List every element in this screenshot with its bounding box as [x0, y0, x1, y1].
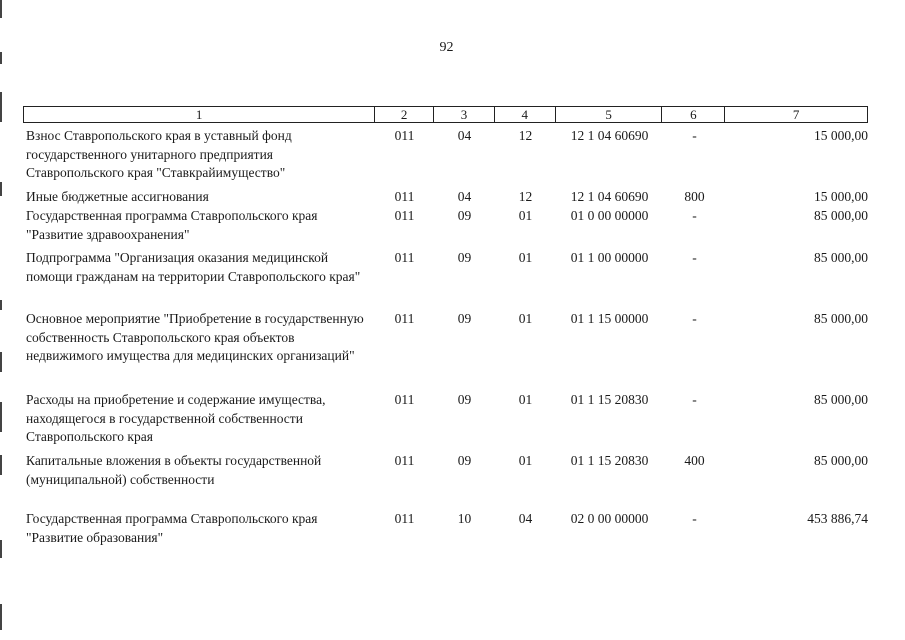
row-name: Расходы на приобретение и содержание имущества, находящегося в государственной собственности Ставропольского края — [26, 392, 326, 444]
table-row — [23, 510, 868, 547]
row-col-4: 12 — [518, 128, 533, 143]
row-name: Подпрограмма "Организация оказания медицинской помощи гражданам на территории Ставропольского края" — [26, 250, 361, 284]
table-row — [23, 310, 868, 366]
row-col-3: 09 — [457, 208, 472, 223]
row-col-7: 453 886,74 — [807, 511, 868, 526]
row-col-7: 85 000,00 — [814, 250, 868, 265]
row-col-5: 01 1 15 20830 — [570, 392, 649, 407]
header-col-6: 6 — [662, 107, 725, 122]
table-row — [23, 391, 868, 447]
row-col-2: 011 — [394, 128, 415, 143]
row-col-7: 85 000,00 — [814, 311, 868, 326]
row-col-3: 10 — [457, 511, 472, 526]
row-col-3: 04 — [457, 189, 472, 204]
row-col-5: 12 1 04 60690 — [570, 128, 649, 143]
row-col-5: 01 1 15 00000 — [570, 311, 649, 326]
scan-margin-marks — [0, 0, 3, 640]
row-col-2: 011 — [394, 392, 415, 407]
table-header — [23, 106, 868, 123]
row-col-4: 01 — [518, 311, 533, 326]
row-col-4: 12 — [518, 189, 533, 204]
row-col-4: 01 — [518, 250, 533, 265]
row-col-4: 04 — [518, 511, 533, 526]
row-col-3: 09 — [457, 250, 472, 265]
row-col-3: 09 — [457, 453, 472, 468]
table-row — [23, 452, 868, 489]
row-col-3: 09 — [457, 392, 472, 407]
row-name: Капитальные вложения в объекты государственной (муниципальной) собственности — [26, 453, 322, 487]
row-col-5: 01 0 00 00000 — [570, 208, 649, 223]
row-col-4: 01 — [518, 453, 533, 468]
table-row — [23, 127, 868, 183]
table-row — [23, 188, 868, 207]
row-col-2: 011 — [394, 511, 415, 526]
header-col-2: 2 — [375, 107, 434, 122]
row-col-6: - — [692, 128, 697, 143]
row-col-7: 15 000,00 — [814, 189, 868, 204]
row-col-2: 011 — [394, 453, 415, 468]
row-col-3: 04 — [457, 128, 472, 143]
header-col-7: 7 — [792, 107, 800, 122]
row-col-6: 800 — [684, 189, 705, 204]
row-col-3: 09 — [457, 311, 472, 326]
row-col-7: 85 000,00 — [814, 453, 868, 468]
row-col-6: - — [692, 208, 697, 223]
header-col-3: 3 — [434, 107, 495, 122]
row-name: Иные бюджетные ассигнования — [26, 189, 209, 204]
row-name: Основное мероприятие "Приобретение в государственную собственность Ставропольского края объектов недвижимого имущества для медицинских организаций" — [26, 311, 364, 363]
header-col-4: 4 — [495, 107, 556, 122]
header-col-5: 5 — [556, 107, 663, 122]
row-name: Государственная программа Ставропольского края "Развитие здравоохранения" — [26, 208, 318, 242]
page-number: 92 — [439, 40, 454, 55]
row-col-4: 01 — [518, 208, 533, 223]
row-col-2: 011 — [394, 189, 415, 204]
row-col-2: 011 — [394, 311, 415, 326]
row-col-2: 011 — [394, 250, 415, 265]
row-col-4: 01 — [518, 392, 533, 407]
row-col-5: 01 1 15 20830 — [570, 453, 649, 468]
table-row — [23, 207, 868, 244]
row-col-5: 01 1 00 00000 — [570, 250, 649, 265]
row-name: Государственная программа Ставропольского края "Развитие образования" — [26, 511, 318, 545]
row-col-6: - — [692, 392, 697, 407]
row-col-5: 12 1 04 60690 — [570, 189, 649, 204]
row-col-7: 15 000,00 — [814, 128, 868, 143]
header-col-1: 1 — [24, 107, 375, 122]
row-col-6: - — [692, 250, 697, 265]
row-col-6: 400 — [684, 453, 705, 468]
row-col-7: 85 000,00 — [814, 208, 868, 223]
row-col-6: - — [692, 311, 697, 326]
row-name: Взнос Ставропольского края в уставный фонд государственного унитарного предприятия Ставропольского края "Ставкрайимущество" — [26, 128, 292, 180]
row-col-2: 011 — [394, 208, 415, 223]
row-col-6: - — [692, 511, 697, 526]
row-col-5: 02 0 00 00000 — [570, 511, 649, 526]
row-col-7: 85 000,00 — [814, 392, 868, 407]
table-row — [23, 249, 868, 286]
